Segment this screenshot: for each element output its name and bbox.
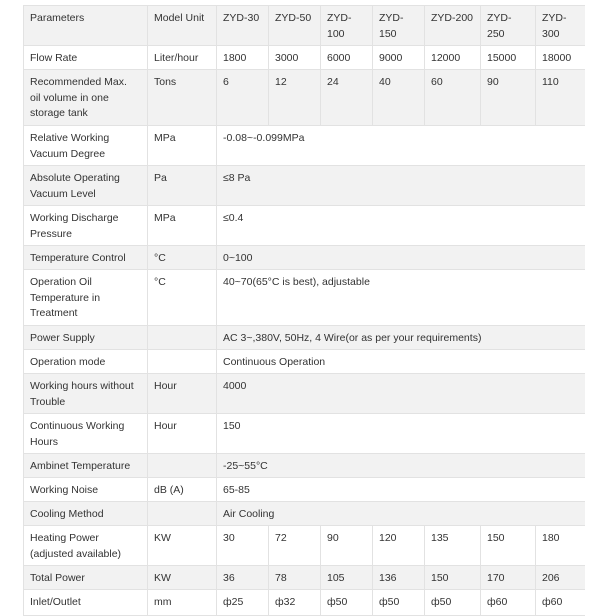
value-cell: 120	[373, 526, 425, 566]
table-row	[24, 374, 585, 414]
table-row	[24, 566, 585, 590]
value-cell-merged: -0.08~-0.099MPa	[217, 126, 585, 166]
parameter-name: Absolute Operating Vacuum Level	[24, 166, 148, 206]
header-parameters: Parameters	[24, 6, 148, 46]
value-cell: ф50	[321, 590, 373, 616]
value-cell: 170	[481, 566, 536, 590]
unit-cell: Liter/hour	[148, 46, 217, 70]
value-cell: 180	[536, 526, 585, 566]
value-cell: 78	[269, 566, 321, 590]
value-cell: 24	[321, 70, 373, 126]
value-cell-merged: AC 3~,380V, 50Hz, 4 Wire(or as per your requirements)	[217, 326, 585, 350]
value-cell: 9000	[373, 46, 425, 70]
parameter-name: Operation Oil Temperature in Treatment	[24, 270, 148, 326]
parameter-name: Ambinet Temperature	[24, 454, 148, 478]
value-cell: ф32	[269, 590, 321, 616]
table-row	[24, 126, 585, 166]
value-cell-merged: 150	[217, 414, 585, 454]
parameter-name: Power Supply	[24, 326, 148, 350]
parameter-name: Working Noise	[24, 478, 148, 502]
unit-cell: dB (A)	[148, 478, 217, 502]
header-model: ZYD- 250	[481, 6, 536, 46]
value-cell: 105	[321, 566, 373, 590]
value-cell: 6	[217, 70, 269, 126]
value-cell: 150	[481, 526, 536, 566]
header-model: ZYD- 300	[536, 6, 585, 46]
parameter-name: Temperature Control	[24, 246, 148, 270]
parameter-name: Recommended Max. oil volume in one storage tank	[24, 70, 148, 126]
parameter-name: Inlet/Outlet	[24, 590, 148, 616]
value-cell-merged: Continuous Operation	[217, 350, 585, 374]
value-cell: 18000	[536, 46, 585, 70]
value-cell: 12	[269, 70, 321, 126]
value-cell: 150	[425, 566, 481, 590]
value-cell-merged: 0~100	[217, 246, 585, 270]
unit-cell: KW	[148, 526, 217, 566]
table-row	[24, 246, 585, 270]
table-row	[24, 350, 585, 374]
parameter-name: Cooling Method	[24, 502, 148, 526]
table-row	[24, 502, 585, 526]
value-cell: 135	[425, 526, 481, 566]
unit-cell: Hour	[148, 414, 217, 454]
value-cell-merged: 4000	[217, 374, 585, 414]
value-cell: 90	[321, 526, 373, 566]
unit-cell: MPa	[148, 206, 217, 246]
value-cell-merged: ≤0.4	[217, 206, 585, 246]
value-cell-merged: 65-85	[217, 478, 585, 502]
table-row	[24, 270, 585, 326]
parameter-name: Operation mode	[24, 350, 148, 374]
value-cell: ф25	[217, 590, 269, 616]
value-cell: 136	[373, 566, 425, 590]
table-row	[24, 46, 585, 70]
unit-cell	[148, 326, 217, 350]
parameter-name: Continuous Working Hours	[24, 414, 148, 454]
parameter-name: Flow Rate	[24, 46, 148, 70]
unit-cell	[148, 350, 217, 374]
header-model-unit: Model Unit	[148, 6, 217, 46]
value-cell: 36	[217, 566, 269, 590]
unit-cell: °C	[148, 270, 217, 326]
specification-table	[23, 5, 585, 616]
header-model: ZYD-50	[269, 6, 321, 46]
table-header-row	[24, 6, 585, 46]
unit-cell: Tons	[148, 70, 217, 126]
value-cell: 30	[217, 526, 269, 566]
value-cell: 12000	[425, 46, 481, 70]
header-model: ZYD-200	[425, 6, 481, 46]
unit-cell: mm	[148, 590, 217, 616]
value-cell: 1800	[217, 46, 269, 70]
value-cell: 6000	[321, 46, 373, 70]
header-model: ZYD- 100	[321, 6, 373, 46]
value-cell: 15000	[481, 46, 536, 70]
table-row	[24, 206, 585, 246]
table-row	[24, 454, 585, 478]
unit-cell	[148, 502, 217, 526]
unit-cell: °C	[148, 246, 217, 270]
header-model: ZYD- 150	[373, 6, 425, 46]
table-row	[24, 70, 585, 126]
unit-cell	[148, 454, 217, 478]
table-row	[24, 526, 585, 566]
value-cell: 3000	[269, 46, 321, 70]
unit-cell: Pa	[148, 166, 217, 206]
parameter-name: Working hours without Trouble	[24, 374, 148, 414]
parameter-name: Working Discharge Pressure	[24, 206, 148, 246]
table-row	[24, 414, 585, 454]
value-cell-merged: -25~55°C	[217, 454, 585, 478]
parameter-name: Total Power	[24, 566, 148, 590]
value-cell: 60	[425, 70, 481, 126]
table-row	[24, 166, 585, 206]
value-cell: ф50	[425, 590, 481, 616]
value-cell: 110	[536, 70, 585, 126]
parameter-name: Relative Working Vacuum Degree	[24, 126, 148, 166]
value-cell: ф60	[481, 590, 536, 616]
value-cell: 40	[373, 70, 425, 126]
header-model: ZYD-30	[217, 6, 269, 46]
value-cell-merged: ≤8 Pa	[217, 166, 585, 206]
value-cell: ф60	[536, 590, 585, 616]
table-row	[24, 478, 585, 502]
table-row	[24, 326, 585, 350]
value-cell: 72	[269, 526, 321, 566]
value-cell: 90	[481, 70, 536, 126]
unit-cell: KW	[148, 566, 217, 590]
parameter-name: Heating Power (adjusted available)	[24, 526, 148, 566]
table-row	[24, 590, 585, 616]
value-cell-merged: Air Cooling	[217, 502, 585, 526]
unit-cell: MPa	[148, 126, 217, 166]
value-cell: ф50	[373, 590, 425, 616]
value-cell-merged: 40~70(65°C is best), adjustable	[217, 270, 585, 326]
unit-cell: Hour	[148, 374, 217, 414]
value-cell: 206	[536, 566, 585, 590]
